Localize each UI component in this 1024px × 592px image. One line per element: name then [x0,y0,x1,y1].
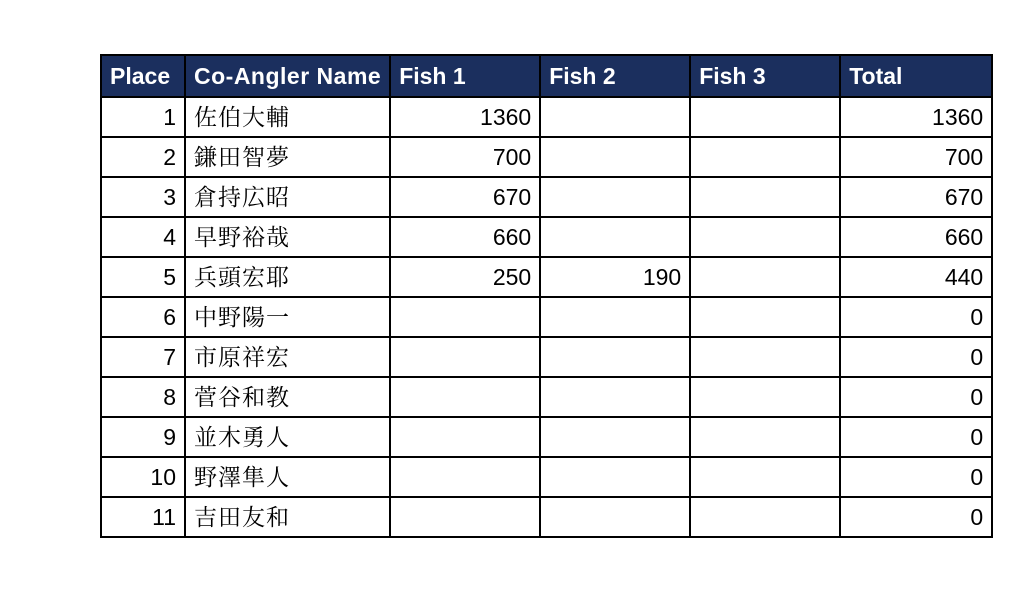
cell-fish-2 [540,97,690,137]
cell-fish-2 [540,457,690,497]
cell-fish-1: 1360 [390,97,540,137]
cell-fish-1 [390,337,540,377]
cell-place: 10 [101,457,185,497]
cell-place: 3 [101,177,185,217]
cell-place: 4 [101,217,185,257]
column-header-fish-2: Fish 2 [540,55,690,97]
cell-fish-1 [390,417,540,457]
cell-fish-3 [690,137,840,177]
cell-fish-2 [540,217,690,257]
column-header-place: Place [101,55,185,97]
cell-fish-3 [690,497,840,537]
cell-fish-1 [390,377,540,417]
co-angler-results-table [100,54,993,538]
cell-total: 0 [840,377,992,417]
cell-total: 0 [840,457,992,497]
cell-fish-2 [540,417,690,457]
cell-fish-2: 190 [540,257,690,297]
cell-total: 1360 [840,97,992,137]
cell-place: 5 [101,257,185,297]
cell-fish-3 [690,457,840,497]
table-row [101,377,992,417]
cell-co-angler-name: 市原祥宏 [185,337,390,377]
cell-co-angler-name: 中野陽一 [185,297,390,337]
cell-total: 0 [840,417,992,457]
cell-co-angler-name: 菅谷和教 [185,377,390,417]
cell-co-angler-name: 吉田友和 [185,497,390,537]
cell-place: 2 [101,137,185,177]
cell-co-angler-name: 並木勇人 [185,417,390,457]
column-header-total: Total [840,55,992,97]
cell-fish-1 [390,457,540,497]
table-row [101,217,992,257]
cell-fish-3 [690,297,840,337]
cell-place: 9 [101,417,185,457]
table-row [101,137,992,177]
cell-place: 6 [101,297,185,337]
cell-co-angler-name: 早野裕哉 [185,217,390,257]
table-row [101,497,992,537]
cell-place: 1 [101,97,185,137]
cell-fish-3 [690,417,840,457]
table-row [101,417,992,457]
cell-co-angler-name: 倉持広昭 [185,177,390,217]
column-header-fish-1: Fish 1 [390,55,540,97]
cell-fish-1: 700 [390,137,540,177]
cell-fish-1: 250 [390,257,540,297]
cell-fish-3 [690,377,840,417]
cell-fish-3 [690,217,840,257]
cell-fish-2 [540,137,690,177]
cell-co-angler-name: 佐伯大輔 [185,97,390,137]
table-row [101,177,992,217]
cell-fish-1: 670 [390,177,540,217]
cell-place: 7 [101,337,185,377]
cell-fish-2 [540,297,690,337]
cell-total: 660 [840,217,992,257]
cell-fish-1: 660 [390,217,540,257]
cell-total: 700 [840,137,992,177]
cell-fish-2 [540,337,690,377]
table-row [101,457,992,497]
cell-place: 11 [101,497,185,537]
table-row [101,297,992,337]
column-header-fish-3: Fish 3 [690,55,840,97]
cell-fish-2 [540,177,690,217]
table-row [101,97,992,137]
cell-total: 0 [840,297,992,337]
cell-fish-3 [690,177,840,217]
cell-co-angler-name: 鎌田智夢 [185,137,390,177]
cell-fish-1 [390,497,540,537]
table-body [101,97,992,537]
cell-co-angler-name: 兵頭宏耶 [185,257,390,297]
table-header-row [101,55,992,97]
cell-fish-3 [690,337,840,377]
cell-total: 0 [840,497,992,537]
cell-total: 0 [840,337,992,377]
cell-total: 440 [840,257,992,297]
column-header-co-angler-name: Co-Angler Name [185,55,390,97]
cell-fish-1 [390,297,540,337]
cell-total: 670 [840,177,992,217]
cell-co-angler-name: 野澤隼人 [185,457,390,497]
cell-place: 8 [101,377,185,417]
table-row [101,257,992,297]
table-row [101,337,992,377]
cell-fish-2 [540,377,690,417]
cell-fish-3 [690,97,840,137]
cell-fish-2 [540,497,690,537]
cell-fish-3 [690,257,840,297]
table-header [101,55,992,97]
